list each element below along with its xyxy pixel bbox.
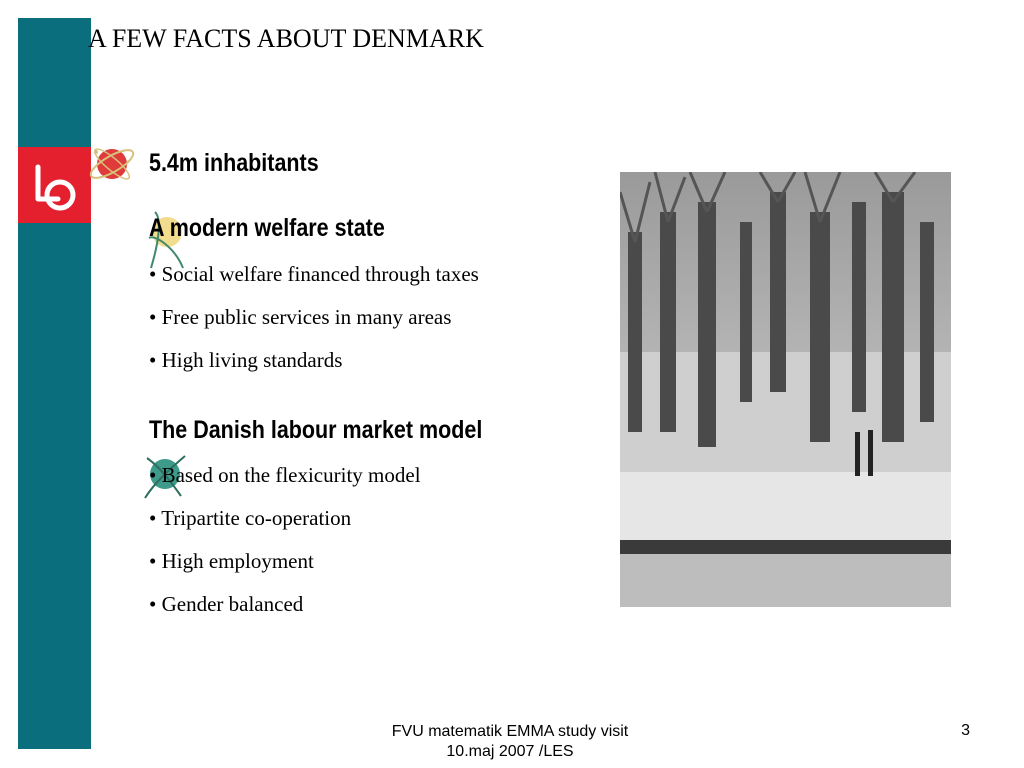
side-bar — [18, 18, 91, 749]
park-photo — [620, 172, 951, 607]
lo-logo — [18, 147, 91, 223]
bullet-item: • Gender balanced — [149, 592, 304, 616]
bullet-item: • Based on the flexicurity model — [149, 463, 421, 487]
heading-welfare-state: A modern welfare state — [149, 214, 385, 242]
bullet-item: • Free public services in many areas — [149, 305, 452, 329]
bullet-item: • High living standards — [149, 348, 343, 372]
page-number: 3 — [961, 722, 970, 739]
red-planet-icon — [86, 138, 138, 190]
bullet-item: • Tripartite co-operation — [149, 506, 352, 530]
footer-text — [330, 722, 690, 762]
bullet-item: • High employment — [149, 549, 314, 573]
footer-line-2: 10.maj 2007 /LES — [446, 743, 574, 760]
bullet-item: • Social welfare financed through taxes — [149, 262, 479, 286]
footer-line-1: FVU matematik EMMA study visit — [391, 723, 629, 740]
heading-labour-market: The Danish labour market model — [149, 416, 483, 444]
heading-inhabitants: 5.4m inhabitants — [149, 149, 319, 177]
slide-title: A FEW FACTS ABOUT DENMARK — [88, 24, 484, 53]
lo-logo-icon — [18, 147, 91, 223]
